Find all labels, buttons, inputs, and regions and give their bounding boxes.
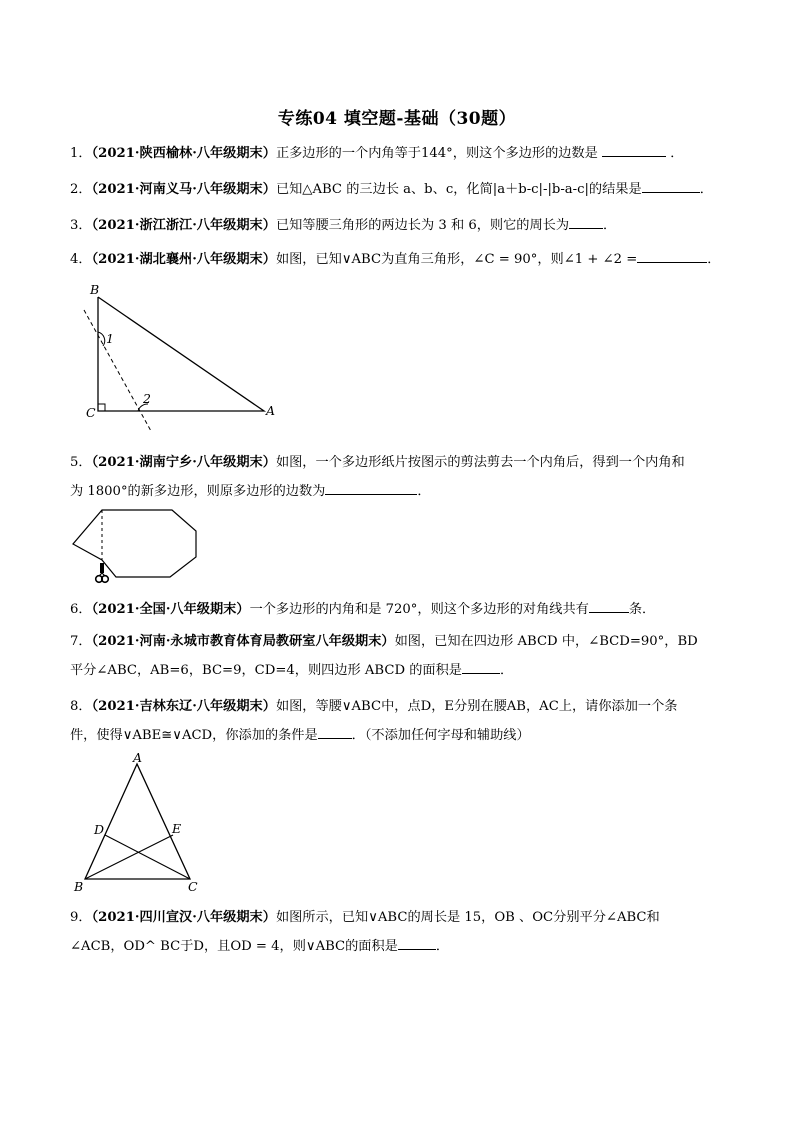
question-text-line2: ∠ACB，OD^ BC于D，且OD = 4，则∨ABC的面积是 bbox=[70, 939, 398, 954]
question-text: 如图，已知在四边形 ABCD 中，∠BCD=90°，BD bbox=[394, 634, 698, 649]
question-text: 已知△ABC 的三边长 a、b、c，化简|a＋b-c|-|b-a-c|的结果是 bbox=[275, 182, 642, 197]
question-tail: ．（不添加任何字母和辅助线） bbox=[351, 728, 530, 743]
vertex-label-e: E bbox=[172, 821, 182, 836]
question-tail: ． bbox=[435, 939, 450, 954]
question-text: 正多边形的一个内角等于144°，则这个多边形的边数是 bbox=[275, 146, 598, 161]
question-number: 1． bbox=[70, 146, 92, 161]
angle-label-2: 2 bbox=[143, 391, 151, 406]
question-source: （2021·河南·永城市教育体育局教研室八年级期末） bbox=[91, 634, 395, 649]
question-source: （2021·河南义马·八年级期末） bbox=[91, 182, 276, 197]
question-source: （2021·湖北襄州·八年级期末） bbox=[91, 252, 276, 267]
question-1 bbox=[70, 141, 730, 167]
question-number: 7． bbox=[70, 634, 92, 649]
vertex-label-c: C bbox=[86, 405, 96, 420]
question-tail: ． bbox=[707, 252, 721, 267]
answer-blank[interactable] bbox=[602, 142, 666, 157]
question-number: 2． bbox=[70, 182, 92, 197]
question-number: 4． bbox=[70, 252, 92, 267]
question-source: （2021·全国·八年级期末） bbox=[91, 602, 250, 617]
vertex-label-d: D bbox=[94, 822, 105, 837]
question-number: 5． bbox=[70, 455, 92, 470]
answer-blank[interactable] bbox=[589, 598, 629, 613]
question-number: 8． bbox=[70, 699, 92, 714]
question-3 bbox=[70, 213, 730, 239]
right-angle-mark bbox=[98, 404, 105, 411]
figure-polygon-cut bbox=[70, 505, 210, 595]
question-text-line2: 平分∠ABC，AB=6，BC=9，CD=4，则四边形 ABCD 的面积是 bbox=[70, 663, 462, 678]
answer-blank[interactable] bbox=[637, 248, 707, 263]
question-source: （2021·吉林东辽·八年级期末） bbox=[91, 699, 276, 714]
answer-blank[interactable] bbox=[398, 935, 436, 950]
vertex-label-c: C bbox=[188, 879, 198, 894]
question-tail: ． bbox=[670, 146, 684, 161]
question-source: （2021·陕西榆林·八年级期末） bbox=[91, 146, 276, 161]
question-text-line2: 件，使得∨ABE≅∨ACD，你添加的条件是 bbox=[70, 728, 318, 743]
question-7 bbox=[70, 629, 730, 684]
vertex-label-a: A bbox=[133, 752, 143, 765]
question-source: （2021·湖南宁乡·八年级期末） bbox=[91, 455, 276, 470]
vertex-label-a: A bbox=[266, 403, 276, 418]
question-6 bbox=[70, 597, 730, 623]
question-number: 9． bbox=[70, 910, 92, 925]
question-number: 6． bbox=[70, 602, 92, 617]
question-5 bbox=[70, 450, 730, 505]
triangle-sides bbox=[98, 297, 264, 411]
question-text: 如图，一个多边形纸片按图示的剪法剪去一个内角后，得到一个内角和 bbox=[275, 455, 685, 470]
question-tail: ． bbox=[603, 218, 617, 233]
question-number: 3． bbox=[70, 218, 92, 233]
polygon-shape bbox=[73, 510, 196, 577]
answer-blank[interactable] bbox=[642, 178, 700, 193]
answer-blank[interactable] bbox=[325, 480, 417, 495]
question-text: 如图，已知∨ABC为直角三角形，∠C = 90°，则∠1 + ∠2 = bbox=[275, 252, 638, 267]
question-source: （2021·浙江浙江·八年级期末） bbox=[91, 218, 276, 233]
question-text: 一个多边形的内角和是 720°，则这个多边形的对角线共有 bbox=[249, 602, 589, 617]
question-tail: ． bbox=[417, 484, 431, 499]
answer-blank[interactable] bbox=[462, 659, 500, 674]
segment-cd bbox=[105, 835, 190, 879]
angle-1-arc bbox=[98, 332, 105, 346]
angle-label-1: 1 bbox=[106, 331, 114, 346]
figure-isosceles-triangle bbox=[70, 752, 210, 894]
question-4 bbox=[70, 247, 730, 273]
figure-right-triangle bbox=[76, 280, 286, 435]
segment-be bbox=[85, 835, 173, 879]
question-text-line2: 为 1800°的新多边形，则原多边形的边数为 bbox=[70, 484, 326, 499]
question-text: 如图所示，已知∨ABC的周长是 15，OB 、OC分别平分∠ABC和 bbox=[275, 910, 660, 925]
question-tail: ． bbox=[499, 663, 514, 678]
vertex-label-b: B bbox=[74, 879, 84, 894]
answer-blank[interactable] bbox=[318, 724, 352, 739]
page-title: 专练04 填空题-基础（30题） bbox=[277, 109, 517, 129]
question-9 bbox=[70, 905, 730, 960]
question-tail: ． bbox=[699, 182, 713, 197]
answer-blank[interactable] bbox=[569, 214, 603, 229]
vertex-label-b: B bbox=[90, 282, 100, 297]
question-text: 如图，等腰∨ABC中，点D，E分别在腰AB，AC上，请你添加一个条 bbox=[275, 699, 678, 714]
question-8 bbox=[70, 694, 730, 749]
question-tail: 条． bbox=[628, 602, 656, 617]
question-source: （2021·四川宣汉·八年级期末） bbox=[91, 910, 276, 925]
question-2 bbox=[70, 177, 730, 203]
question-text: 已知等腰三角形的两边长为 3 和 6，则它的周长为 bbox=[275, 218, 570, 233]
